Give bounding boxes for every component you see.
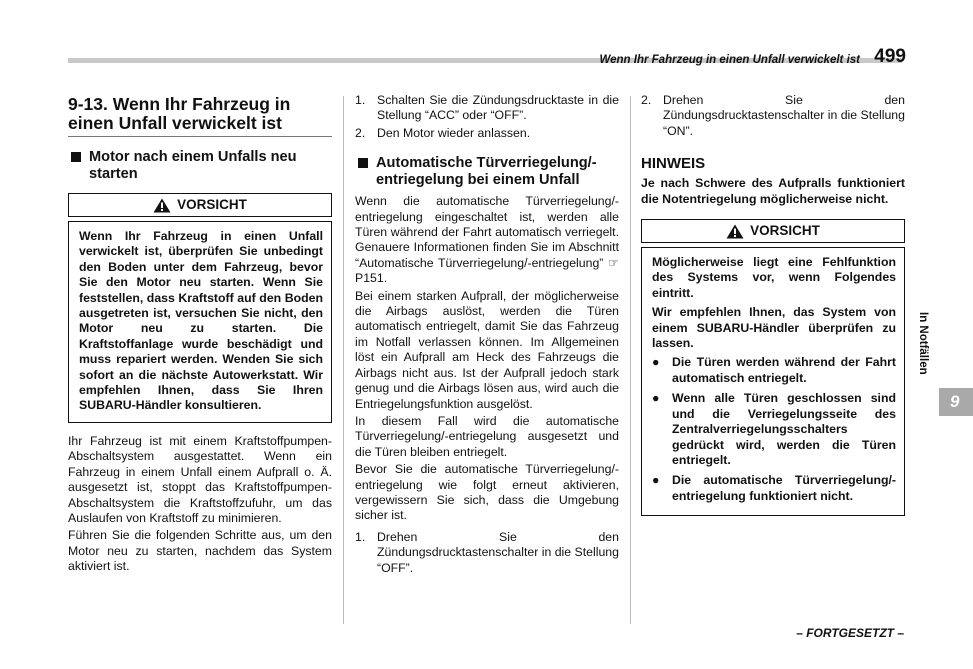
step-item (355, 126, 619, 141)
subsection-title (68, 149, 332, 182)
warning-triangle-icon (153, 198, 171, 213)
paragraph: Wenn die automatische Türverriegelung/-entriegelung eingeschaltet ist, werden alle Türen während der Fahrt automatisch verriegelt. Genauere Informationen finden Sie im Abschnitt “Automatische Türverriegelung/-entriegelung” ☞P151. (355, 194, 619, 286)
caution-label: VORSICHT (177, 197, 247, 213)
bullet-text: Wenn alle Türen geschlossen sind und die Verriegelungsseite des Zentralverriegelungsschalters gedrückt wird, werden die Türen entriegelt. (672, 391, 896, 467)
step-item (355, 93, 619, 124)
paragraph: Bevor Sie die automatische Türverriegelung/-entriegelung wie folgt erneut aktivieren, vergewissern Sie sich, dass die Umgebung sicher ist. (355, 462, 619, 523)
page-number: 499 (874, 46, 906, 67)
step-number: 2. (355, 125, 366, 140)
chapter-label: In Notfällen (917, 311, 929, 375)
chapter-number-tab (939, 388, 973, 416)
square-bullet-icon (358, 158, 368, 168)
bullet-dot-icon: ● (652, 355, 660, 370)
column-2 (355, 93, 619, 576)
bullet-dot-icon: ● (652, 391, 660, 406)
caution-box (68, 221, 332, 423)
continued-marker: – FORTGESETZT – (796, 626, 904, 640)
step-text: Drehen Sie den Zündungsdrucktastenschalter in die Stellung “OFF”. (377, 529, 619, 575)
body-text (68, 434, 332, 575)
body-text (355, 194, 619, 524)
hinweis-title: HINWEIS (641, 155, 706, 173)
paragraph: Führen Sie die folgenden Schritte aus, um den Motor neu zu starten, nachdem das System aktiviert ist. (68, 528, 332, 574)
caution-bullet (652, 473, 896, 504)
caution-text: Wir empfehlen Ihnen, das System von einem SUBARU-Händler überprüfen zu lassen. (652, 305, 896, 351)
caution-bullet (652, 355, 896, 386)
caution-bullet (652, 391, 896, 468)
step-text: Drehen Sie den Zündungsdrucktastenschalter in die Stellung “ON”. (663, 93, 905, 138)
step-number: 1. (355, 529, 366, 544)
caution-label: VORSICHT (750, 223, 820, 239)
subsection-title-text: Motor nach einem Unfalls neu starten (89, 149, 297, 182)
step-item (355, 530, 619, 576)
column-1 (68, 95, 332, 577)
step-text: Schalten Sie die Zündungsdrucktaste in die Stellung “ACC” oder “OFF”. (377, 93, 619, 123)
bullet-dot-icon: ● (652, 473, 660, 488)
bullet-text: Die automatische Türverriegelung/-entriegelung funktioniert nicht. (672, 473, 896, 503)
caution-text: Möglicherweise liegt eine Fehlfunktion des Systems vor, wenn Folgendes eintritt. (652, 255, 896, 300)
warning-triangle-icon (726, 224, 744, 239)
caution-header (68, 193, 332, 217)
column-3 (641, 93, 905, 516)
chapter-number: 9 (950, 392, 960, 411)
square-bullet-icon (71, 152, 81, 162)
caution-header (641, 219, 905, 243)
column-divider (630, 96, 631, 624)
step-number: 1. (355, 93, 366, 107)
subsection-title (355, 155, 619, 188)
caution-box (641, 247, 905, 516)
step-item (641, 93, 905, 139)
caution-text: Wenn Ihr Fahrzeug in einen Unfall verwickelt ist, überprüfen Sie unbedingt den Boden unter dem Fahrzeug, bevor Sie den Motor neu starten. Wenn Sie feststellen, dass Kraftstoff auf den Boden ausgetreten ist, versuchen Sie nicht, den Motor neu zu starten. Die Kraftstoffanlage wurde beschädigt und muss repariert werden. Wenden Sie sich sofort an die nächste Autowerkstatt. Wir empfehlen Ihnen, dass Sie Ihren SUBARU-Händler konsultieren. (79, 229, 323, 413)
hinweis-text: Je nach Schwere des Aufpralls funktioniert die Notentriegelung möglicherweise nicht. (641, 176, 905, 206)
paragraph: In diesem Fall wird die automatische Türverriegelung/-entriegelung ausgesetzt und die Türen bleiben entriegelt. (355, 413, 619, 459)
paragraph: Bei einem starken Aufprall, der möglicherweise die Airbags auslöst, werden die Türen automatisch entriegelt, damit Sie das Fahrzeug im Notfall verlassen können. Im Allgemeinen löst ein Aufprall am Heck des Fahrzeugs die Airbags nicht aus. Ist der Aufprall jedoch stark genug und die Airbags lösen aus, wird auch die Entriegelungsfunktion ausgelöst. (355, 288, 619, 411)
paragraph: Ihr Fahrzeug ist mit einem Kraftstoffpumpen-Abschaltsystem ausgestattet. Wenn ein Fahrzeug in einem Unfall einem Aufprall o. Ä. ausgesetzt ist, stoppt das Kraftstoffpumpen-Abschaltsystem die Kraftstoffzufuhr, um das Auslaufen von Kraftstoff zu minimieren. (68, 433, 332, 525)
running-title: Wenn Ihr Fahrzeug in einen Unfall verwickelt ist (599, 54, 860, 66)
subsection-title-text: Automatische Türverriegelung/-entriegelung bei einem Unfall (376, 155, 597, 188)
step-number: 2. (641, 93, 652, 107)
section-title: 9-13. Wenn Ihr Fahrzeug in einen Unfall verwickelt ist (68, 95, 332, 137)
bullet-text: Die Türen werden während der Fahrt automatisch entriegelt. (672, 355, 896, 385)
step-text: Den Motor wieder anlassen. (377, 125, 531, 140)
column-divider (343, 96, 344, 624)
